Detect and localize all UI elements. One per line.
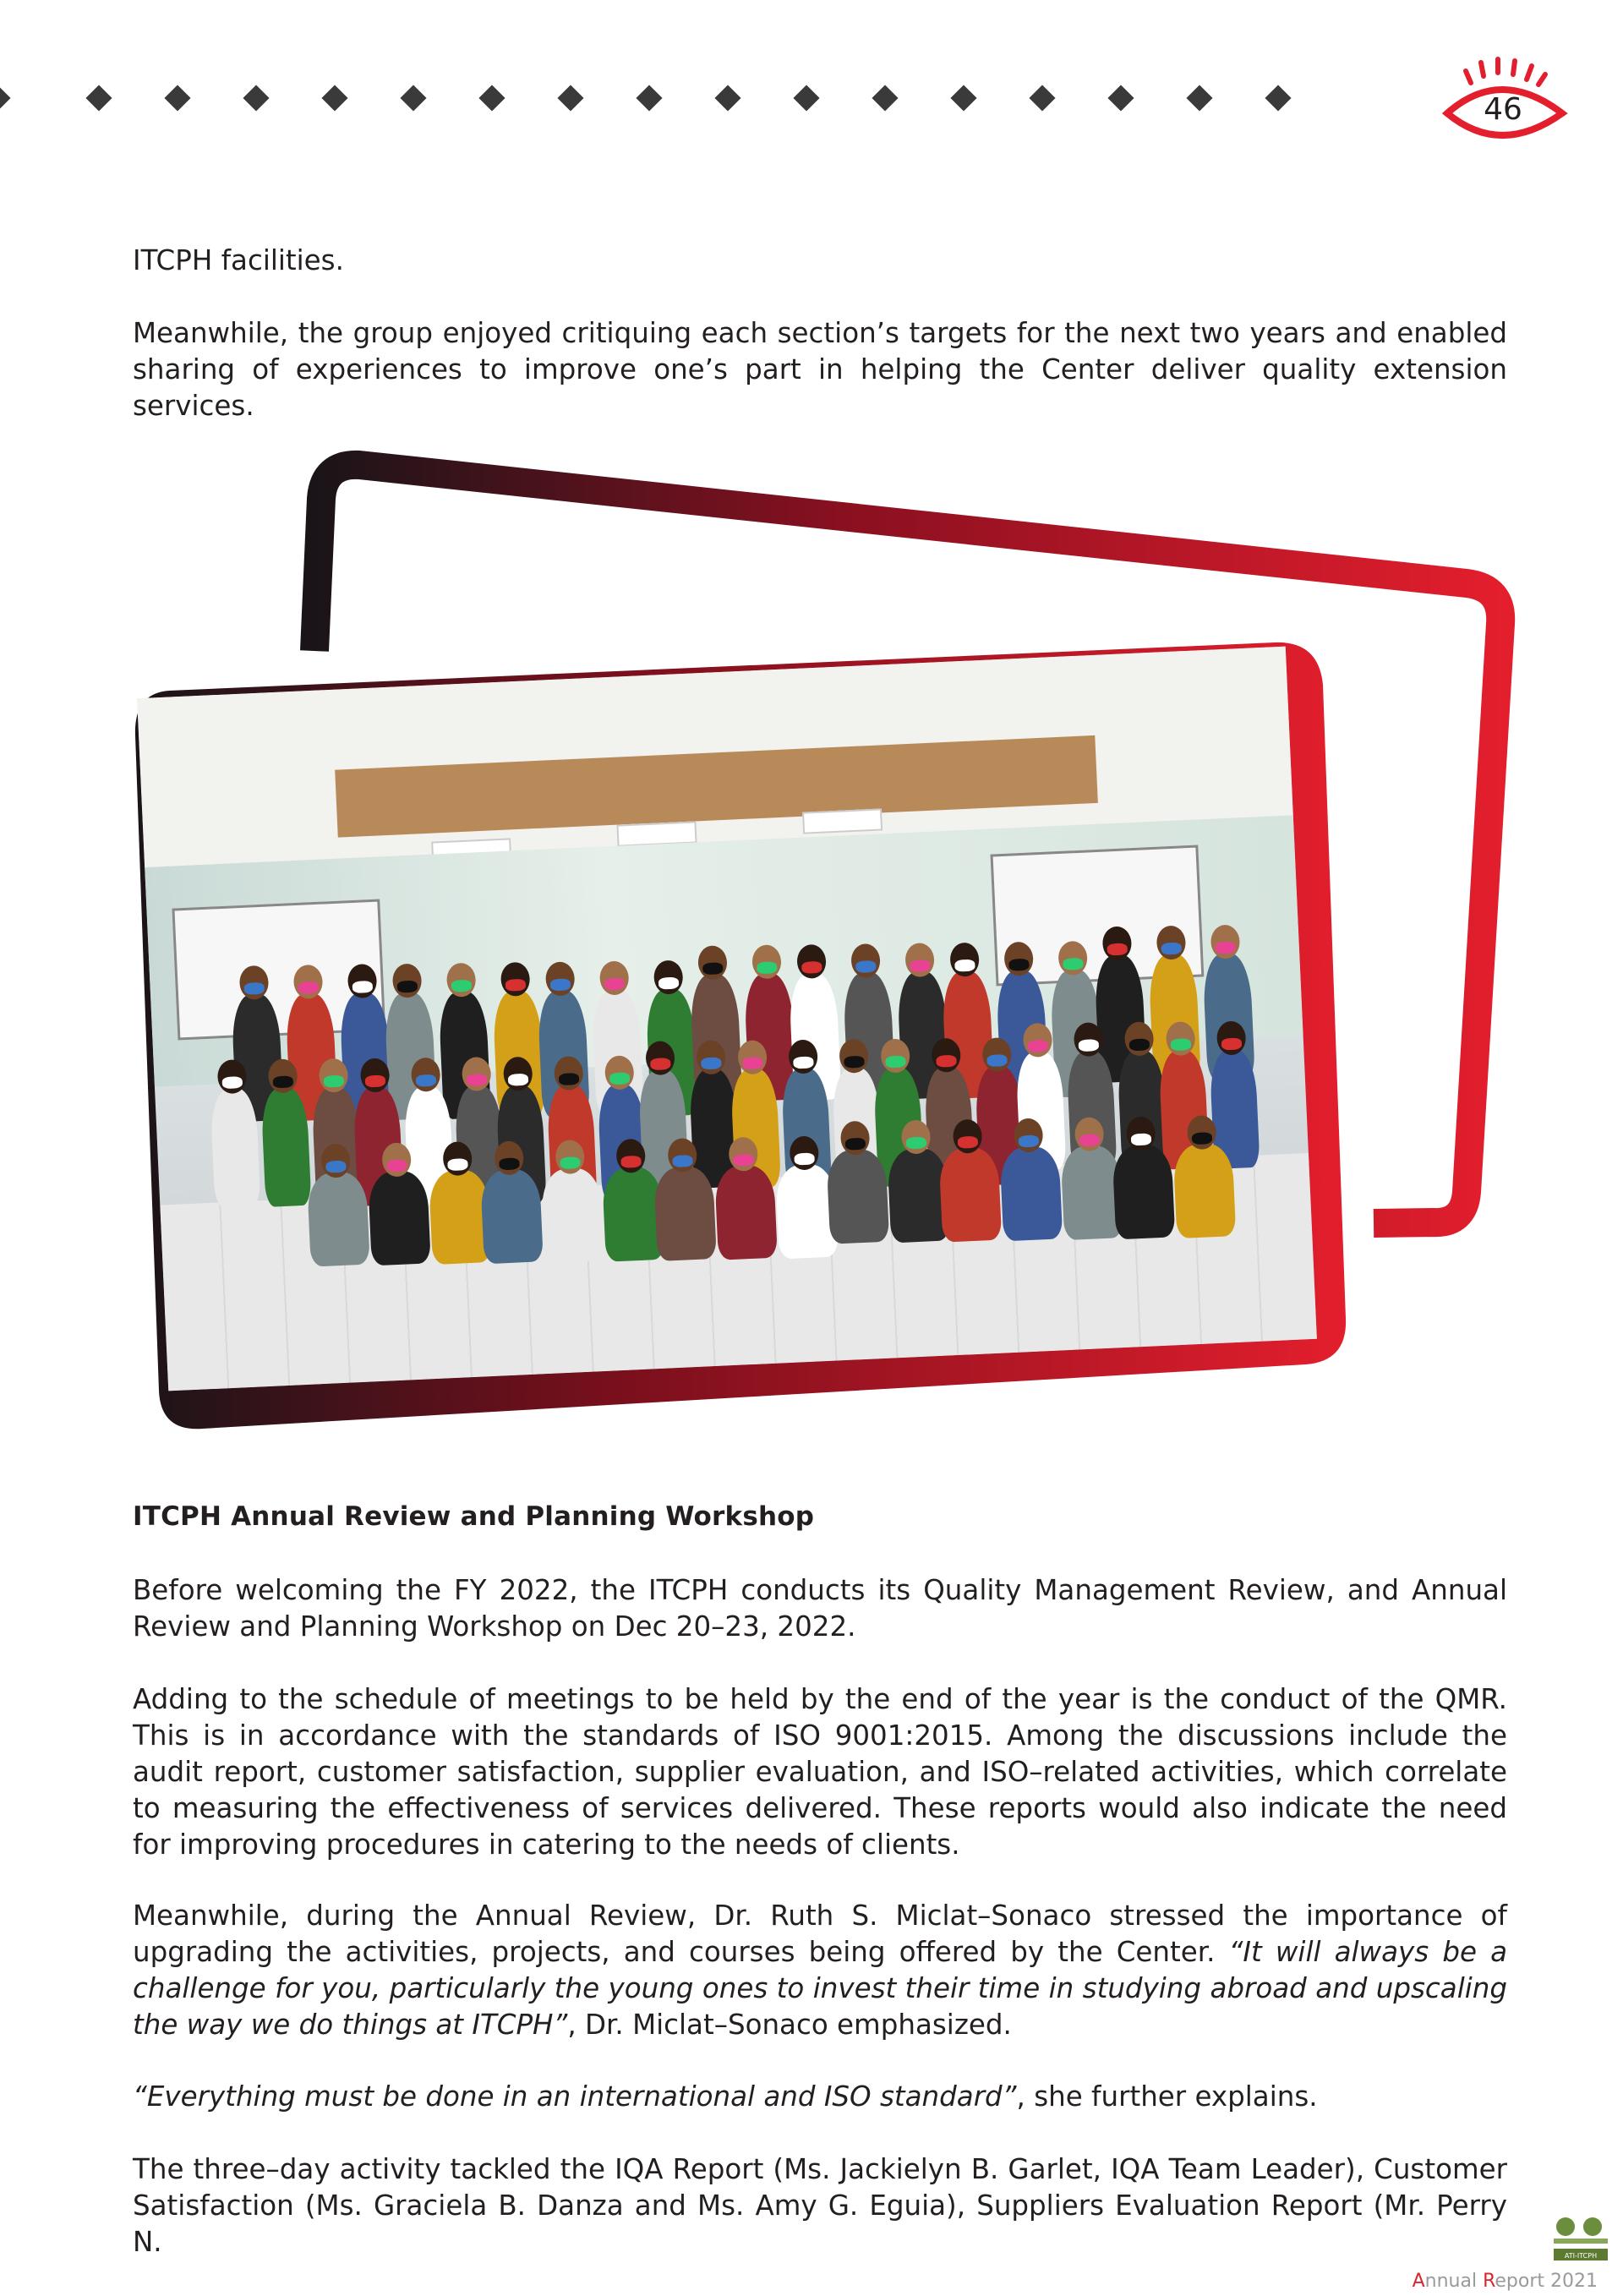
photo-person-mask [273,1075,294,1088]
photo-person-mask [958,1136,979,1149]
photo-person-mask [604,977,626,990]
photo-person-mask [1107,943,1128,955]
photo-person-mask [222,1076,243,1089]
photo-person-mask [757,961,778,974]
photo-person-mask [986,1054,1008,1067]
photo-person-mask [906,1136,927,1149]
photo-person-mask [508,1074,529,1086]
photo-person [938,1147,1002,1243]
photo-person-mask [559,1073,580,1085]
photo-person-mask [467,1074,488,1086]
paragraph-annual-review: Meanwhile, during the Annual Review, Dr. Ruth S. Miclat–Sonaco stressed the importance of upgrading the activities, projects, and courses being offered by the Center. “It will always be a challenge for you, particularly the young ones to invest their time in studying abroad and upscaling the way we do things at ITCPH”, Dr. Miclat–Sonaco emphasized. [133,1900,1507,2041]
page-number: 46 [1484,92,1522,127]
photo-person-mask [1079,1134,1101,1146]
photo-person-mask [794,1152,815,1165]
section-heading: ITCPH Annual Review and Planning Workshop [133,1501,815,1532]
photo-person-mask [1161,943,1182,955]
photo-person-mask [1221,1037,1243,1050]
photo-person-mask [1063,958,1084,970]
photo-person-mask [702,962,724,975]
photo-person [541,1167,604,1263]
photo-person-mask [1079,1039,1100,1052]
photo-person-mask [742,1057,763,1069]
photo-person-mask [885,1055,906,1068]
photo-person-mask [658,977,680,990]
photo-person-mask [1171,1038,1192,1051]
photo-person-mask [844,1056,865,1069]
photo-person-mask [447,1158,468,1171]
ati-itcph-logo [1547,2215,1615,2266]
photo-person-mask [910,959,931,972]
paragraph-continuation: ITCPH facilities. [133,244,344,276]
photo-person-mask [324,1075,345,1088]
photo-person-mask [325,1161,347,1173]
photo-person [307,1172,370,1267]
photo-person-mask [1131,1133,1152,1145]
photo-person-mask [298,981,320,994]
photo-person-mask [1129,1038,1150,1051]
photo-person [826,1149,889,1244]
photo-person-mask [1215,942,1236,954]
photo-person-mask [416,1074,437,1087]
photo-person-mask [244,982,265,995]
photo-person-mask [1008,959,1030,971]
photo-person [999,1145,1063,1241]
photo-person-mask [672,1155,693,1167]
photo-person [368,1170,431,1266]
photo-person-mask [1028,1040,1049,1052]
footer-annual-report: Annual Report 2021 [1412,2271,1598,2292]
photo-person-mask [845,1138,866,1151]
svg-text:ATI-ITCPH: ATI-ITCPH [1564,2252,1598,2260]
photo-person-mask [701,1057,722,1069]
photo-person-mask [451,980,473,992]
photo-person-mask [365,1074,386,1087]
photo-person-mask [560,1156,581,1169]
photo-person-mask [352,981,374,993]
photo-person-mask [855,960,877,973]
photo-person-mask [936,1055,957,1068]
photo-person-mask [1192,1132,1213,1145]
paragraph-before-welcoming: Before welcoming the FY 2022, the ITCPH conducts its Quality Management Review, and Annual Review and Planning Workshop on Dec 20–23, 2022. [133,1574,1507,1643]
photo-person [714,1165,778,1260]
photo-person-mask [505,979,527,992]
photo-person-mask [397,981,418,993]
photo-person-mask [499,1157,520,1170]
photo-person-mask [386,1159,407,1172]
photo-person [1112,1144,1175,1239]
photo-person-mask [620,1156,642,1168]
photo-person-mask [550,978,571,991]
paragraph-three-day: The three–day activity tackled the IQA Report (Ms. Jackielyn B. Garlet, IQA Team Leader), Customer Satisfaction (Ms. Graciela B. Danza and Ms. Amy G. Eguia), Suppliers Evaluation Report (Mr. Perry N. [133,2153,1507,2258]
photo-person-mask [650,1058,671,1070]
paragraph-meanwhile: Meanwhile, the group enjoyed critiquing each section’s targets for the next two years and enabled sharing of experiences to improve one’s part in helping the Center deliver quality extension services. [133,317,1507,422]
photo-person-mask [733,1154,754,1167]
photo-person [1172,1143,1236,1238]
group-photo [137,647,1317,1391]
photo-person [480,1168,544,1264]
photo-person-mask [609,1072,631,1085]
photo-person-mask [1019,1134,1040,1147]
photo-person-mask [793,1056,814,1069]
photo-person-mask [801,961,822,974]
photo-person [653,1166,717,1261]
paragraph-qmr: Adding to the schedule of meetings to be held by the end of the year is the conduct of the QMR. This is in accordance with the standards of ISO 9001:2015. Among the discussions include the audit report, customer satisfaction, supplier evaluation, and ISO–related activities, which correlate to measuring the effectiveness of services delivered. These reports would also indicate the need for improving procedures in catering to the needs of clients. [133,1683,1507,1861]
photo-person-mask [954,959,975,972]
paragraph-iso-quote: “Everything must be done in an international and ISO standard”, she further explains. [133,2080,1318,2113]
